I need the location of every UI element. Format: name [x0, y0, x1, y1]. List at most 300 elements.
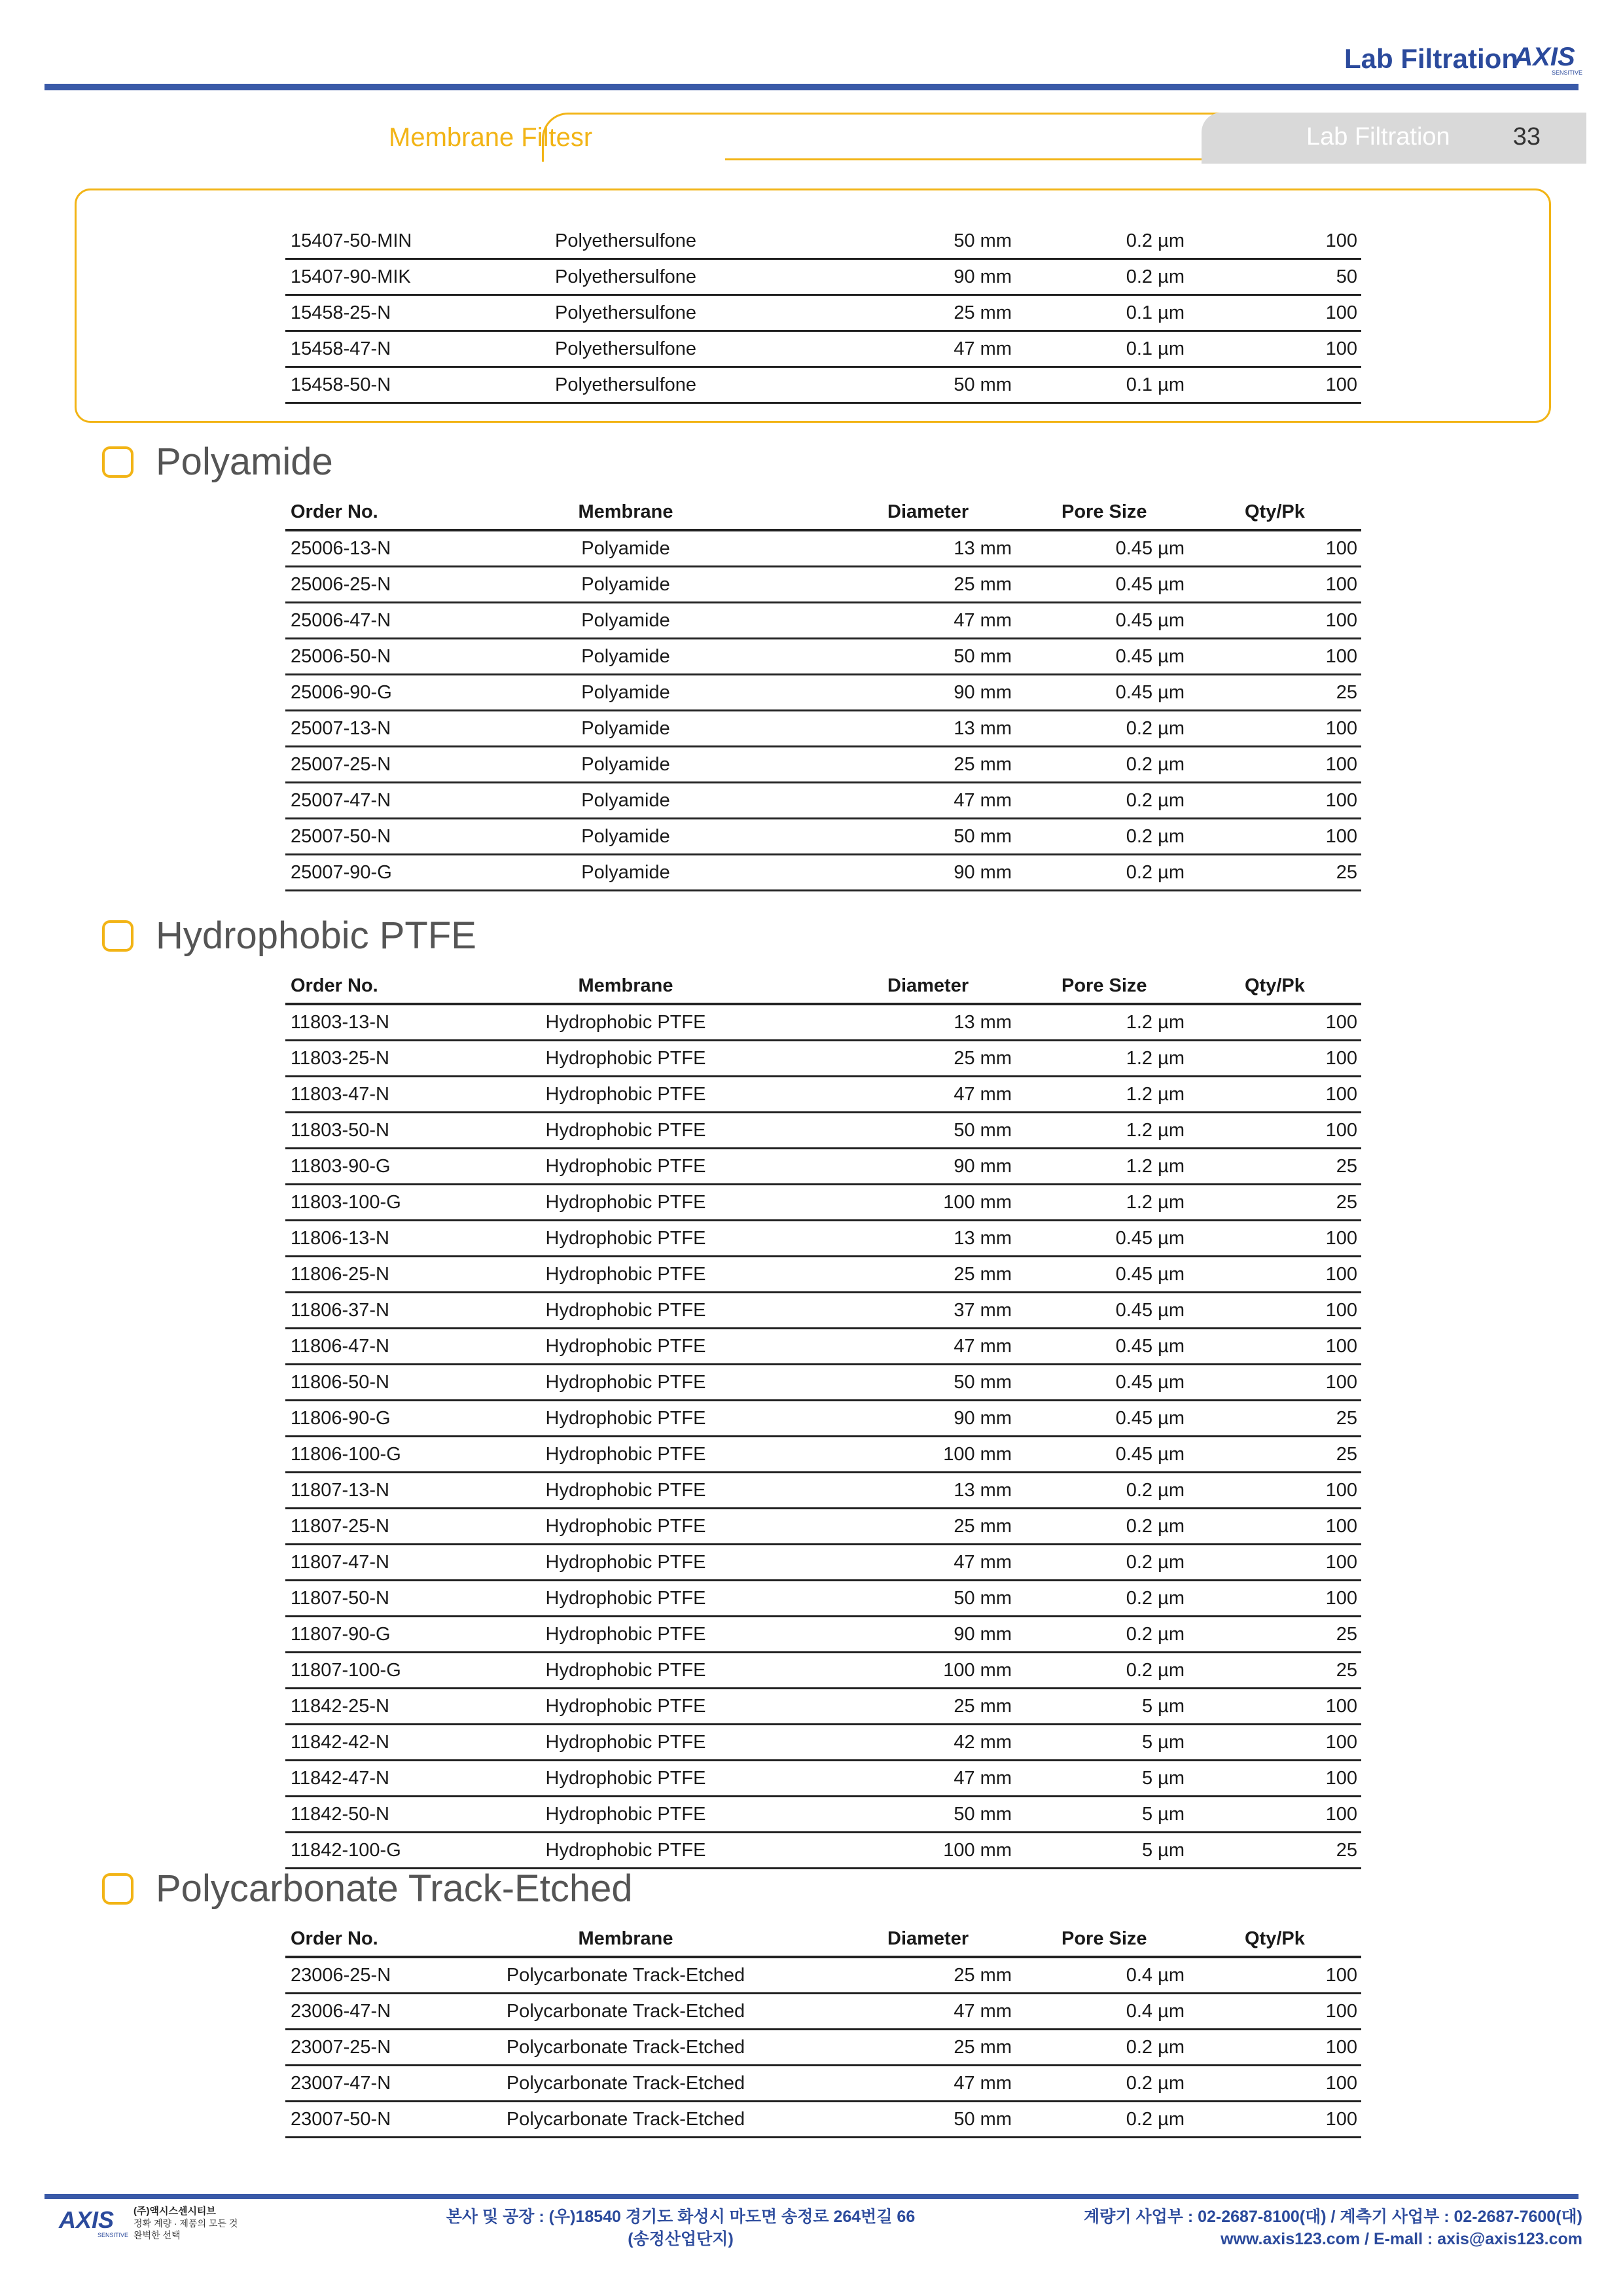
cell-order-no: 25006-13-N	[291, 538, 391, 559]
footer-company	[134, 2206, 238, 2241]
cell-qty-pk: 25	[1336, 1156, 1357, 1177]
cell-diameter: 100 mm	[943, 1660, 1012, 1681]
cell-text: Polyethersulfone	[554, 338, 697, 359]
cell-text: Polyamide	[581, 754, 670, 775]
cell-diameter: 47 mm	[954, 2073, 1012, 2094]
table-row	[285, 1329, 1361, 1365]
table-row	[285, 855, 1361, 891]
cell-qty-pk: 25	[1336, 1408, 1357, 1429]
table-row	[285, 603, 1361, 639]
cell-pore-size: 0.4 µm	[1126, 2001, 1185, 2022]
cell-order-no: 25006-90-G	[291, 682, 392, 703]
table-row	[285, 1761, 1361, 1797]
cell-pore-size: 0.1 µm	[1126, 374, 1185, 395]
cell-text: Hydrophobic PTFE	[545, 1300, 706, 1321]
cell-pore-size: 0.2 µm	[1126, 2109, 1185, 2130]
cell-text: Hydrophobic PTFE	[545, 1336, 706, 1357]
cell-pore-size: 0.2 µm	[1126, 1624, 1185, 1645]
cell-qty-pk: 100	[1325, 302, 1357, 323]
cell-text: Hydrophobic PTFE	[545, 1120, 706, 1141]
cell-pore-size: 0.2 µm	[1126, 1552, 1185, 1573]
brand-title: Lab Filtration	[1344, 43, 1518, 74]
continued-table	[285, 224, 1361, 404]
cell-text: Polycarbonate Track-Etched	[506, 2037, 745, 2058]
cell-qty-pk: 100	[1325, 1480, 1357, 1501]
cell-text: Polyamide	[581, 862, 670, 883]
table-header	[285, 1922, 1361, 1958]
cell-order-no: 11806-100-G	[291, 1444, 401, 1465]
cell-qty-pk: 100	[1325, 718, 1357, 739]
cell-order-no: 23007-47-N	[291, 2073, 391, 2094]
cell-qty-pk: 100	[1325, 610, 1357, 631]
table-row	[285, 819, 1361, 855]
cell-order-no: 15458-47-N	[291, 338, 391, 359]
cell-pore-size: 0.45 µm	[1115, 538, 1185, 559]
cell-order-no: 11842-47-N	[291, 1768, 390, 1789]
column-header-diameter: Diameter	[887, 1928, 969, 1949]
table-row	[285, 1994, 1361, 2030]
cell-pore-size: 1.2 µm	[1126, 1156, 1185, 1177]
cell-order-no: 11803-13-N	[291, 1012, 390, 1033]
footer-address-line2: (송정산업단지)	[628, 2230, 734, 2248]
cell-diameter: 25 mm	[954, 2037, 1012, 2058]
cell-qty-pk: 100	[1325, 538, 1357, 559]
cell-qty-pk: 100	[1325, 1048, 1357, 1069]
cell-diameter: 50 mm	[954, 646, 1012, 667]
cell-pore-size: 0.45 µm	[1115, 682, 1185, 703]
cell-order-no: 23006-25-N	[291, 1965, 391, 1986]
cell-diameter: 90 mm	[954, 862, 1012, 883]
cell-qty-pk: 25	[1336, 1660, 1357, 1681]
cell-order-no: 11803-90-G	[291, 1156, 391, 1177]
cell-qty-pk: 100	[1325, 1552, 1357, 1573]
cell-text: Polycarbonate Track-Etched	[506, 1965, 745, 1986]
cell-order-no: 11807-100-G	[291, 1660, 401, 1681]
cell-qty-pk: 25	[1336, 862, 1357, 883]
cell-qty-pk: 100	[1325, 1336, 1357, 1357]
cell-text: Hydrophobic PTFE	[545, 1228, 706, 1249]
cell-order-no: 11807-47-N	[291, 1552, 390, 1573]
column-header-text: Membrane	[578, 975, 673, 996]
page-number: 33	[1512, 123, 1541, 151]
section-heading-label: Polycarbonate Track-Etched	[156, 1867, 633, 1910]
cell-pore-size: 0.2 µm	[1126, 826, 1185, 847]
cell-text: Polyethersulfone	[554, 374, 697, 395]
header-rule	[45, 84, 1578, 90]
cell-qty-pk: 25	[1336, 1444, 1357, 1465]
column-header-order-no: Order No.	[291, 975, 378, 996]
footer-axis-logo	[46, 2207, 131, 2240]
column-header-order-no: Order No.	[291, 1928, 378, 1949]
cell-order-no: 25006-47-N	[291, 610, 391, 631]
cell-pore-size: 5 µm	[1141, 1804, 1185, 1825]
cell-pore-size: 0.45 µm	[1115, 1444, 1185, 1465]
cell-diameter: 90 mm	[954, 1156, 1012, 1177]
table-row	[285, 296, 1361, 332]
footer-phone: 계량기 사업부 : 02-2687-8100(대) / 계측기 사업부 : 02-2687-7600(대)	[1084, 2208, 1582, 2226]
cell-diameter: 50 mm	[954, 826, 1012, 847]
cell-order-no: 25006-50-N	[291, 646, 391, 667]
cell-order-no: 25007-25-N	[291, 754, 391, 775]
table-row	[285, 1725, 1361, 1761]
table-row	[285, 332, 1361, 368]
cell-text: Hydrophobic PTFE	[545, 1012, 706, 1033]
column-header-qty-pk: Qty/Pk	[1245, 975, 1305, 996]
cell-diameter: 25 mm	[954, 302, 1012, 323]
cell-order-no: 11806-13-N	[291, 1228, 390, 1249]
cell-diameter: 90 mm	[954, 1624, 1012, 1645]
cell-diameter: 50 mm	[954, 230, 1012, 251]
cell-pore-size: 0.4 µm	[1126, 1965, 1185, 1986]
cell-pore-size: 1.2 µm	[1126, 1084, 1185, 1105]
table-row	[285, 1689, 1361, 1725]
logo-subtext: SENSITIVE	[1551, 69, 1582, 76]
cell-diameter: 13 mm	[954, 1012, 1012, 1033]
cell-text: Polyamide	[581, 538, 670, 559]
cell-diameter: 50 mm	[954, 1588, 1012, 1609]
cell-qty-pk: 100	[1325, 754, 1357, 775]
table-row	[285, 1221, 1361, 1257]
cell-text: Hydrophobic PTFE	[545, 1588, 706, 1609]
table-row	[285, 783, 1361, 819]
table-row	[285, 711, 1361, 747]
cell-qty-pk: 100	[1325, 230, 1357, 251]
polyamide-table	[285, 495, 1361, 891]
cell-diameter: 25 mm	[954, 1696, 1012, 1717]
cell-pore-size: 1.2 µm	[1126, 1120, 1185, 1141]
cell-diameter: 50 mm	[954, 1804, 1012, 1825]
logo-wordmark: AXIS	[1514, 43, 1575, 71]
cell-diameter: 47 mm	[954, 1768, 1012, 1789]
table-row	[285, 1958, 1361, 1994]
cell-order-no: 11806-25-N	[291, 1264, 390, 1285]
table-header	[285, 495, 1361, 531]
cell-order-no: 25007-90-G	[291, 862, 392, 883]
cell-order-no: 11803-100-G	[291, 1192, 401, 1213]
table-row	[285, 224, 1361, 260]
cell-diameter: 25 mm	[954, 1516, 1012, 1537]
cell-text: Hydrophobic PTFE	[545, 1192, 706, 1213]
cell-pore-size: 0.2 µm	[1126, 790, 1185, 811]
cell-text: Hydrophobic PTFE	[545, 1264, 706, 1285]
cell-text: Polyamide	[581, 826, 670, 847]
cell-diameter: 90 mm	[954, 1408, 1012, 1429]
cell-pore-size: 0.45 µm	[1115, 1300, 1185, 1321]
cell-qty-pk: 100	[1325, 2001, 1357, 2022]
cell-qty-pk: 100	[1325, 1804, 1357, 1825]
cell-diameter: 100 mm	[943, 1840, 1012, 1861]
cell-text: Hydrophobic PTFE	[545, 1372, 706, 1393]
cell-pore-size: 0.1 µm	[1126, 338, 1185, 359]
cell-pore-size: 5 µm	[1141, 1732, 1185, 1753]
cell-qty-pk: 100	[1325, 1965, 1357, 1986]
cell-text: Hydrophobic PTFE	[545, 1048, 706, 1069]
cell-text: Hydrophobic PTFE	[545, 1768, 706, 1789]
cell-text: Hydrophobic PTFE	[545, 1732, 706, 1753]
section-heading-label: Polyamide	[156, 440, 333, 483]
cell-qty-pk: 100	[1325, 646, 1357, 667]
table-row	[285, 1653, 1361, 1689]
cell-text: Polyethersulfone	[554, 302, 697, 323]
cell-order-no: 15407-90-MIK	[291, 266, 411, 287]
cell-text: Hydrophobic PTFE	[545, 1660, 706, 1681]
cell-text: Polyethersulfone	[554, 266, 697, 287]
cell-order-no: 25007-50-N	[291, 826, 391, 847]
cell-qty-pk: 25	[1336, 1840, 1357, 1861]
cell-text: Hydrophobic PTFE	[545, 1804, 706, 1825]
cell-diameter: 50 mm	[954, 374, 1012, 395]
cell-pore-size: 5 µm	[1141, 1768, 1185, 1789]
cell-pore-size: 0.45 µm	[1115, 610, 1185, 631]
table-row	[285, 639, 1361, 675]
cell-diameter: 25 mm	[954, 1048, 1012, 1069]
table-row	[285, 1401, 1361, 1437]
cell-order-no: 23007-25-N	[291, 2037, 391, 2058]
cell-pore-size: 0.2 µm	[1126, 1588, 1185, 1609]
table-row	[285, 260, 1361, 296]
chapter-tab-label: Lab Filtration	[1306, 123, 1450, 151]
footer-company-slogan: 정확 계량 · 제품의 모든 것	[134, 2218, 238, 2229]
cell-text: Polyamide	[581, 646, 670, 667]
cell-diameter: 47 mm	[954, 1336, 1012, 1357]
cell-text: Hydrophobic PTFE	[545, 1840, 706, 1861]
cell-pore-size: 0.2 µm	[1126, 230, 1185, 251]
footer-web-email[interactable]: www.axis123.com / E-mall : axis@axis123.com	[1221, 2230, 1582, 2248]
footer-rule	[45, 2194, 1578, 2199]
cell-qty-pk: 25	[1336, 1624, 1357, 1645]
cell-text: Polyamide	[581, 574, 670, 595]
table-row	[285, 1617, 1361, 1653]
cell-order-no: 11842-100-G	[291, 1840, 401, 1861]
cell-text: Hydrophobic PTFE	[545, 1552, 706, 1573]
cell-diameter: 42 mm	[954, 1732, 1012, 1753]
cell-pore-size: 0.45 µm	[1115, 1372, 1185, 1393]
table-row	[285, 1077, 1361, 1113]
ptfe-table	[285, 969, 1361, 1869]
table-row	[285, 368, 1361, 404]
table-row	[285, 675, 1361, 711]
polycarbonate-table	[285, 1922, 1361, 2138]
cell-pore-size: 0.45 µm	[1115, 1336, 1185, 1357]
cell-diameter: 25 mm	[954, 574, 1012, 595]
cell-diameter: 13 mm	[954, 1228, 1012, 1249]
cell-qty-pk: 100	[1325, 2073, 1357, 2094]
chapter-tab	[1202, 113, 1586, 164]
cell-qty-pk: 100	[1325, 374, 1357, 395]
cell-qty-pk: 100	[1325, 1588, 1357, 1609]
table-row	[285, 2030, 1361, 2066]
cell-diameter: 25 mm	[954, 1965, 1012, 1986]
cell-diameter: 50 mm	[954, 2109, 1012, 2130]
cell-pore-size: 1.2 µm	[1126, 1048, 1185, 1069]
cell-diameter: 90 mm	[954, 266, 1012, 287]
cell-qty-pk: 100	[1325, 1768, 1357, 1789]
cell-qty-pk: 100	[1325, 826, 1357, 847]
cell-order-no: 11842-25-N	[291, 1696, 390, 1717]
cell-order-no: 23006-47-N	[291, 2001, 391, 2022]
footer-address-line1: 본사 및 공장 : (우)18540 경기도 화성시 마도면 송정로 264번길 66	[446, 2208, 916, 2226]
cell-pore-size: 0.1 µm	[1126, 302, 1185, 323]
cell-pore-size: 0.2 µm	[1126, 2037, 1185, 2058]
cell-diameter: 13 mm	[954, 718, 1012, 739]
column-header-pore-size: Pore Size	[1061, 975, 1147, 996]
column-header-order-no: Order No.	[291, 501, 378, 522]
footer-contact	[1084, 2206, 1582, 2250]
cell-order-no: 11806-47-N	[291, 1336, 390, 1357]
column-header-pore-size: Pore Size	[1061, 501, 1147, 522]
cell-order-no: 11806-90-G	[291, 1408, 391, 1429]
table-row	[285, 1545, 1361, 1581]
cell-diameter: 13 mm	[954, 538, 1012, 559]
table-row	[285, 567, 1361, 603]
cell-pore-size: 0.2 µm	[1126, 2073, 1185, 2094]
table-row	[285, 1041, 1361, 1077]
cell-diameter: 25 mm	[954, 754, 1012, 775]
cell-pore-size: 0.45 µm	[1115, 1264, 1185, 1285]
footer-company-slogan-2: 완벽한 선택	[134, 2230, 181, 2240]
table-row	[285, 1365, 1361, 1401]
table-row	[285, 1437, 1361, 1473]
cell-text: Hydrophobic PTFE	[545, 1156, 706, 1177]
footer-address	[419, 2206, 942, 2250]
cell-pore-size: 5 µm	[1141, 1696, 1185, 1717]
cell-order-no: 11842-42-N	[291, 1732, 390, 1753]
cell-text: Hydrophobic PTFE	[545, 1444, 706, 1465]
cell-text: Polyethersulfone	[554, 230, 697, 251]
column-header-qty-pk: Qty/Pk	[1245, 1928, 1305, 1949]
column-header-diameter: Diameter	[887, 501, 969, 522]
cell-pore-size: 0.45 µm	[1115, 646, 1185, 667]
footer-company-name: (주)액시스센시티브	[134, 2206, 216, 2217]
cell-pore-size: 0.2 µm	[1126, 862, 1185, 883]
table-row	[285, 1005, 1361, 1041]
table-row	[285, 1473, 1361, 1509]
cell-diameter: 47 mm	[954, 790, 1012, 811]
cell-pore-size: 1.2 µm	[1126, 1012, 1185, 1033]
cell-order-no: 25007-13-N	[291, 718, 391, 739]
table-row	[285, 747, 1361, 783]
section-title: Membrane Filtesr	[389, 123, 593, 152]
cell-text: Polycarbonate Track-Etched	[506, 2001, 745, 2022]
cell-text: Polyamide	[581, 610, 670, 631]
cell-qty-pk: 100	[1325, 2109, 1357, 2130]
cell-pore-size: 0.2 µm	[1126, 1480, 1185, 1501]
table-row	[285, 1149, 1361, 1185]
cell-diameter: 47 mm	[954, 1084, 1012, 1105]
table-row	[285, 2102, 1361, 2138]
column-header-text: Membrane	[578, 501, 673, 522]
table-row	[285, 1509, 1361, 1545]
cell-order-no: 11807-13-N	[291, 1480, 390, 1501]
cell-pore-size: 0.2 µm	[1126, 718, 1185, 739]
cell-order-no: 11803-47-N	[291, 1084, 390, 1105]
cell-qty-pk: 100	[1325, 1696, 1357, 1717]
cell-order-no: 15458-25-N	[291, 302, 391, 323]
table-row	[285, 1293, 1361, 1329]
cell-pore-size: 0.45 µm	[1115, 1408, 1185, 1429]
footer-logo-wordmark: AXIS	[58, 2207, 115, 2233]
cell-qty-pk: 100	[1325, 1732, 1357, 1753]
footer-logo-subtext: SENSITIVE	[97, 2232, 128, 2238]
cell-diameter: 50 mm	[954, 1120, 1012, 1141]
cell-order-no: 11803-50-N	[291, 1120, 390, 1141]
cell-qty-pk: 100	[1325, 1084, 1357, 1105]
cell-qty-pk: 100	[1325, 1012, 1357, 1033]
cell-qty-pk: 100	[1325, 1372, 1357, 1393]
cell-text: Hydrophobic PTFE	[545, 1696, 706, 1717]
column-header-pore-size: Pore Size	[1061, 1928, 1147, 1949]
cell-qty-pk: 25	[1336, 1192, 1357, 1213]
table-header	[285, 969, 1361, 1005]
cell-diameter: 47 mm	[954, 2001, 1012, 2022]
cell-qty-pk: 100	[1325, 1300, 1357, 1321]
cell-text: Polyamide	[581, 790, 670, 811]
cell-pore-size: 5 µm	[1141, 1840, 1185, 1861]
cell-diameter: 90 mm	[954, 682, 1012, 703]
cell-pore-size: 0.2 µm	[1126, 266, 1185, 287]
cell-qty-pk: 100	[1325, 574, 1357, 595]
cell-order-no: 15407-50-MIN	[291, 230, 412, 251]
cell-qty-pk: 100	[1325, 790, 1357, 811]
cell-qty-pk: 100	[1325, 1264, 1357, 1285]
table-row	[285, 1833, 1361, 1869]
cell-order-no: 11807-25-N	[291, 1516, 390, 1537]
cell-text: Polyamide	[581, 682, 670, 703]
cell-text: Polycarbonate Track-Etched	[506, 2109, 745, 2130]
cell-order-no: 11807-50-N	[291, 1588, 390, 1609]
cell-pore-size: 0.2 µm	[1126, 1660, 1185, 1681]
cell-pore-size: 0.2 µm	[1126, 1516, 1185, 1537]
cell-diameter: 13 mm	[954, 1480, 1012, 1501]
cell-qty-pk: 100	[1325, 1120, 1357, 1141]
cell-diameter: 100 mm	[943, 1444, 1012, 1465]
table-row	[285, 1113, 1361, 1149]
cell-order-no: 11842-50-N	[291, 1804, 390, 1825]
cell-order-no: 11806-37-N	[291, 1300, 390, 1321]
cell-qty-pk: 100	[1325, 1228, 1357, 1249]
table-row	[285, 2066, 1361, 2102]
cell-text: Hydrophobic PTFE	[545, 1084, 706, 1105]
cell-order-no: 25007-47-N	[291, 790, 391, 811]
cell-order-no: 11803-25-N	[291, 1048, 390, 1069]
cell-qty-pk: 100	[1325, 338, 1357, 359]
cell-diameter: 47 mm	[954, 338, 1012, 359]
cell-text: Polycarbonate Track-Etched	[506, 2073, 745, 2094]
axis-logo	[1505, 41, 1584, 77]
cell-pore-size: 1.2 µm	[1126, 1192, 1185, 1213]
checkbox-icon	[102, 920, 134, 952]
cell-diameter: 50 mm	[954, 1372, 1012, 1393]
cell-pore-size: 0.45 µm	[1115, 574, 1185, 595]
cell-diameter: 47 mm	[954, 1552, 1012, 1573]
cell-order-no: 23007-50-N	[291, 2109, 391, 2130]
column-header-text: Membrane	[578, 1928, 673, 1949]
cell-text: Hydrophobic PTFE	[545, 1480, 706, 1501]
cell-text: Hydrophobic PTFE	[545, 1408, 706, 1429]
cell-text: Hydrophobic PTFE	[545, 1624, 706, 1645]
cell-diameter: 100 mm	[943, 1192, 1012, 1213]
table-row	[285, 531, 1361, 567]
cell-text: Hydrophobic PTFE	[545, 1516, 706, 1537]
cell-diameter: 47 mm	[954, 610, 1012, 631]
checkbox-icon	[102, 1873, 134, 1905]
cell-diameter: 25 mm	[954, 1264, 1012, 1285]
table-row	[285, 1581, 1361, 1617]
table-row	[285, 1257, 1361, 1293]
cell-qty-pk: 100	[1325, 1516, 1357, 1537]
checkbox-icon	[102, 446, 134, 478]
table-row	[285, 1185, 1361, 1221]
